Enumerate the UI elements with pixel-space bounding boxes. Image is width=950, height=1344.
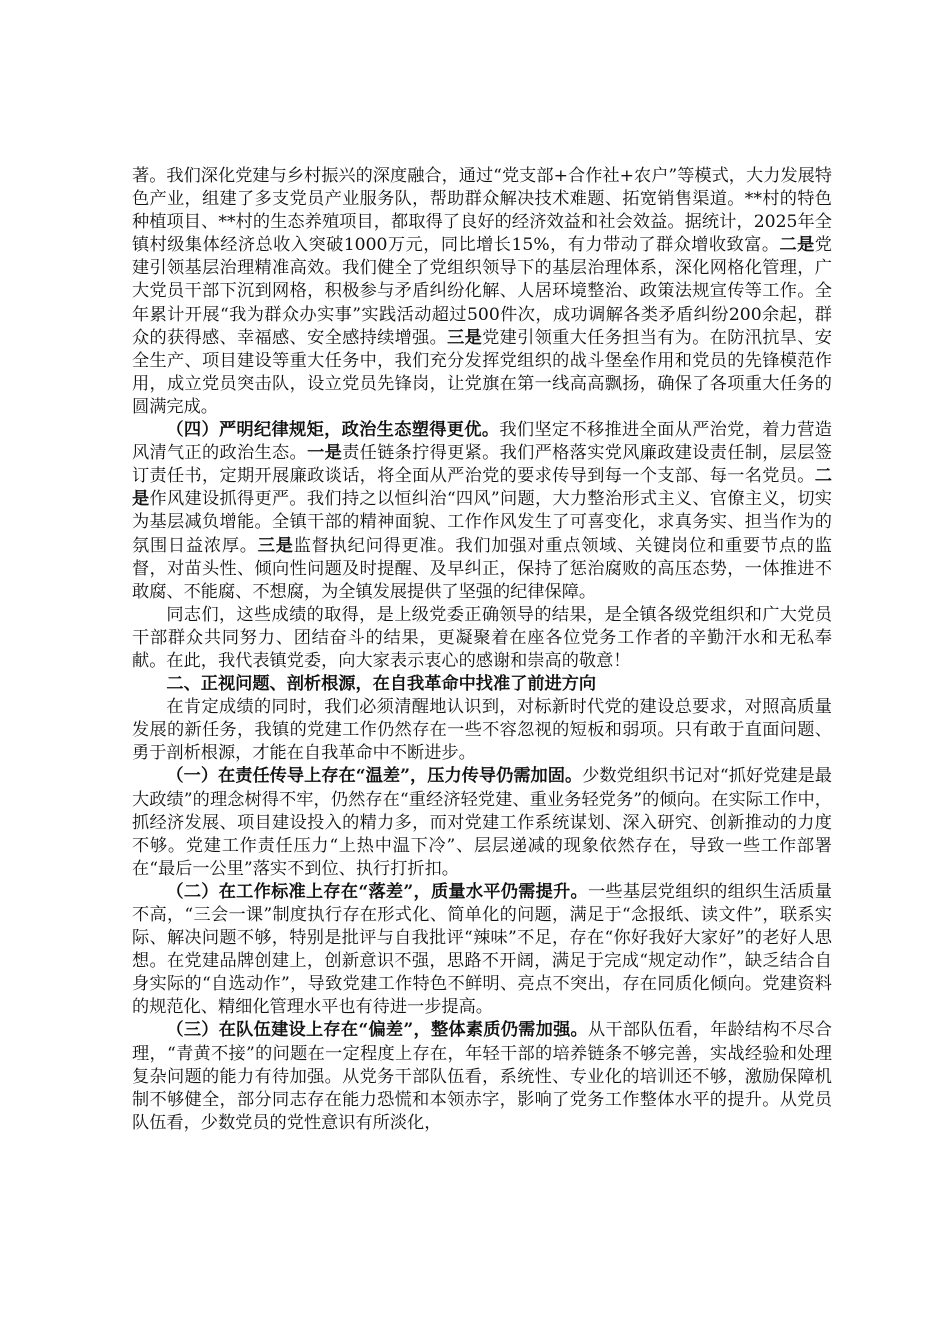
paragraph-6	[132, 765, 832, 880]
para2-text-3: 作风建设抓得更严。我们持之以恒纠治“四风”问题，大力整治形式主义、官僚主义，切实为基层减负增能。全镇干部的精神面貌、工作作风发生了可喜变化，求真务实、担当作为的氛围日益浓厚。	[132, 489, 832, 556]
paragraph-2	[132, 419, 832, 604]
document-page	[132, 165, 832, 1135]
para2-emphasis-2: 二是	[132, 466, 832, 510]
para2-emphasis-1: 一是	[307, 443, 343, 464]
para6-text: 少数党组织书记对“抓好党建是最大政绩”的理念树得不牢，仍然存在“重经济轻党建、重业务轻党务”的倾向。在实际工作中，抓经济发展、项目建设投入的精力多，而对党建工作系统谋划、深入研究、创新推动的力度不够。党建工作责任压力“上热中温下冷”、层层递减的现象依然存在，导致一些工作部署在“最后一公里”落实不到位、执行打折扣。	[132, 766, 832, 879]
subsection-heading-1: （一）在责任传导上存在“温差”，压力传导仍需加固。	[166, 766, 583, 787]
para1-emphasis-2: 二是	[779, 235, 815, 256]
para8-text: 从干部队伍看，年龄结构不尽合理，“青黄不接”的问题在一定程度上存在，年轻干部的培养链条不够完善，实战经验和处理复杂问题的能力有待加强。从党务干部队伍看，系统性、专业化的培训还不够，激励保障机制不够健全，部分同志存在能力恐慌和本领赤字，影响了党务工作整体水平的提升。从党员队伍看，少数党员的党性意识有所淡化，	[132, 1020, 832, 1133]
para2-text-2: 责任链条拧得更紧。我们严格落实党风廉政建设责任制，层层签订责任书，定期开展廉政谈话，将全面从严治党的要求传导到每一个支部、每一名党员。	[132, 443, 832, 487]
para2-emphasis-3: 三是	[257, 535, 294, 556]
paragraph-5	[132, 696, 832, 765]
para1-text-3: 党建引领重大任务担当有为。在防汛抗旱、安全生产、项目建设等重大任务中，我们充分发挥党组织的战斗堡垒作用和党员的先锋模范作用，成立党员突击队，设立党员先锋岗，让党旗在第一线高高飘扬，确保了各项重大任务的圆满完成。	[132, 327, 832, 417]
paragraph-8	[132, 1019, 832, 1134]
paragraph-4-heading	[132, 673, 832, 696]
section-heading-4: （四）严明纪律规矩，政治生态塑得更优。	[166, 420, 500, 441]
paragraph-3	[132, 604, 832, 673]
para1-text-1: 著。我们深化党建与乡村振兴的深度融合，通过“党支部+合作社+农户”等模式，大力发展特色产业，组建了多支党员产业服务队，帮助群众解决技术难题、拓宽销售渠道。**村的特色种植项目、**村的生态养殖项目，都取得了良好的经济效益和社会效益。据统计，2025年全镇村级集体经济总收入突破1000万元，同比增长15%，有力带动了群众增收致富。	[132, 166, 832, 256]
paragraph-1	[132, 165, 832, 419]
subsection-heading-3: （三）在队伍建设上存在“偏差”，整体素质仍需加强。	[166, 1020, 588, 1041]
para1-text-2: 党建引领基层治理精准高效。我们健全了党组织领导下的基层治理体系，深化网格化管理，广大党员干部下沉到网格，积极参与矛盾纠纷化解、人居环境整治、政策法规宣传等工作。全年累计开展“我为群众办实事”实践活动超过500件次，成功调解各类矛盾纠纷200余起，群众的获得感、幸福感、安全感持续增强。	[132, 235, 832, 348]
subsection-heading-2: （二）在工作标准上存在“落差”，质量水平仍需提升。	[166, 881, 588, 902]
paragraph-7	[132, 881, 832, 1020]
para2-text-4: 监督执纪问得更准。我们加强对重点领域、关键岗位和重要节点的监督，对苗头性、倾向性问题及时提醒、及早纠正，保持了惩治腐败的高压态势，一体推进不敢腐、不能腐、不想腐，为全镇发展提供了坚强的纪律保障。	[132, 535, 832, 602]
para7-text: 一些基层党组织的组织生活质量不高，“三会一课”制度执行存在形式化、简单化的问题，满足于“念报纸、读文件”，联系实际、解决问题不够，特别是批评与自我批评“辣味”不足，存在“你好我好大家好”的老好人思想。在党建品牌创建上，创新意识不强，思路不开阔，满足于完成“规定动作”，缺乏结合自身实际的“自选动作”，导致党建工作特色不鲜明、亮点不突出，存在同质化倾向。党建资料的规范化、精细化管理水平也有待进一步提高。	[132, 881, 832, 1018]
para3-text: 同志们，这些成绩的取得，是上级党委正确领导的结果，是全镇各级党组织和广大党员干部群众共同努力、团结奋斗的结果，更凝聚着在座各位党务工作者的辛勤汗水和无私奉献。在此，我代表镇党委，向大家表示衷心的感谢和崇高的敬意！	[132, 604, 832, 671]
para2-text-1: 我们坚定不移推进全面从严治党，着力营造风清气正的政治生态。	[132, 420, 832, 464]
chapter-heading-2: 二、正视问题、剖析根源，在自我革命中找准了前进方向	[166, 674, 597, 695]
para5-text: 在肯定成绩的同时，我们必须清醒地认识到，对标新时代党的建设总要求，对照高质量发展的新任务，我镇的党建工作仍然存在一些不容忽视的短板和弱项。只有敢于直面问题、勇于剖析根源，才能在自我革命中不断进步。	[132, 697, 832, 764]
para1-emphasis-3: 三是	[447, 327, 483, 348]
